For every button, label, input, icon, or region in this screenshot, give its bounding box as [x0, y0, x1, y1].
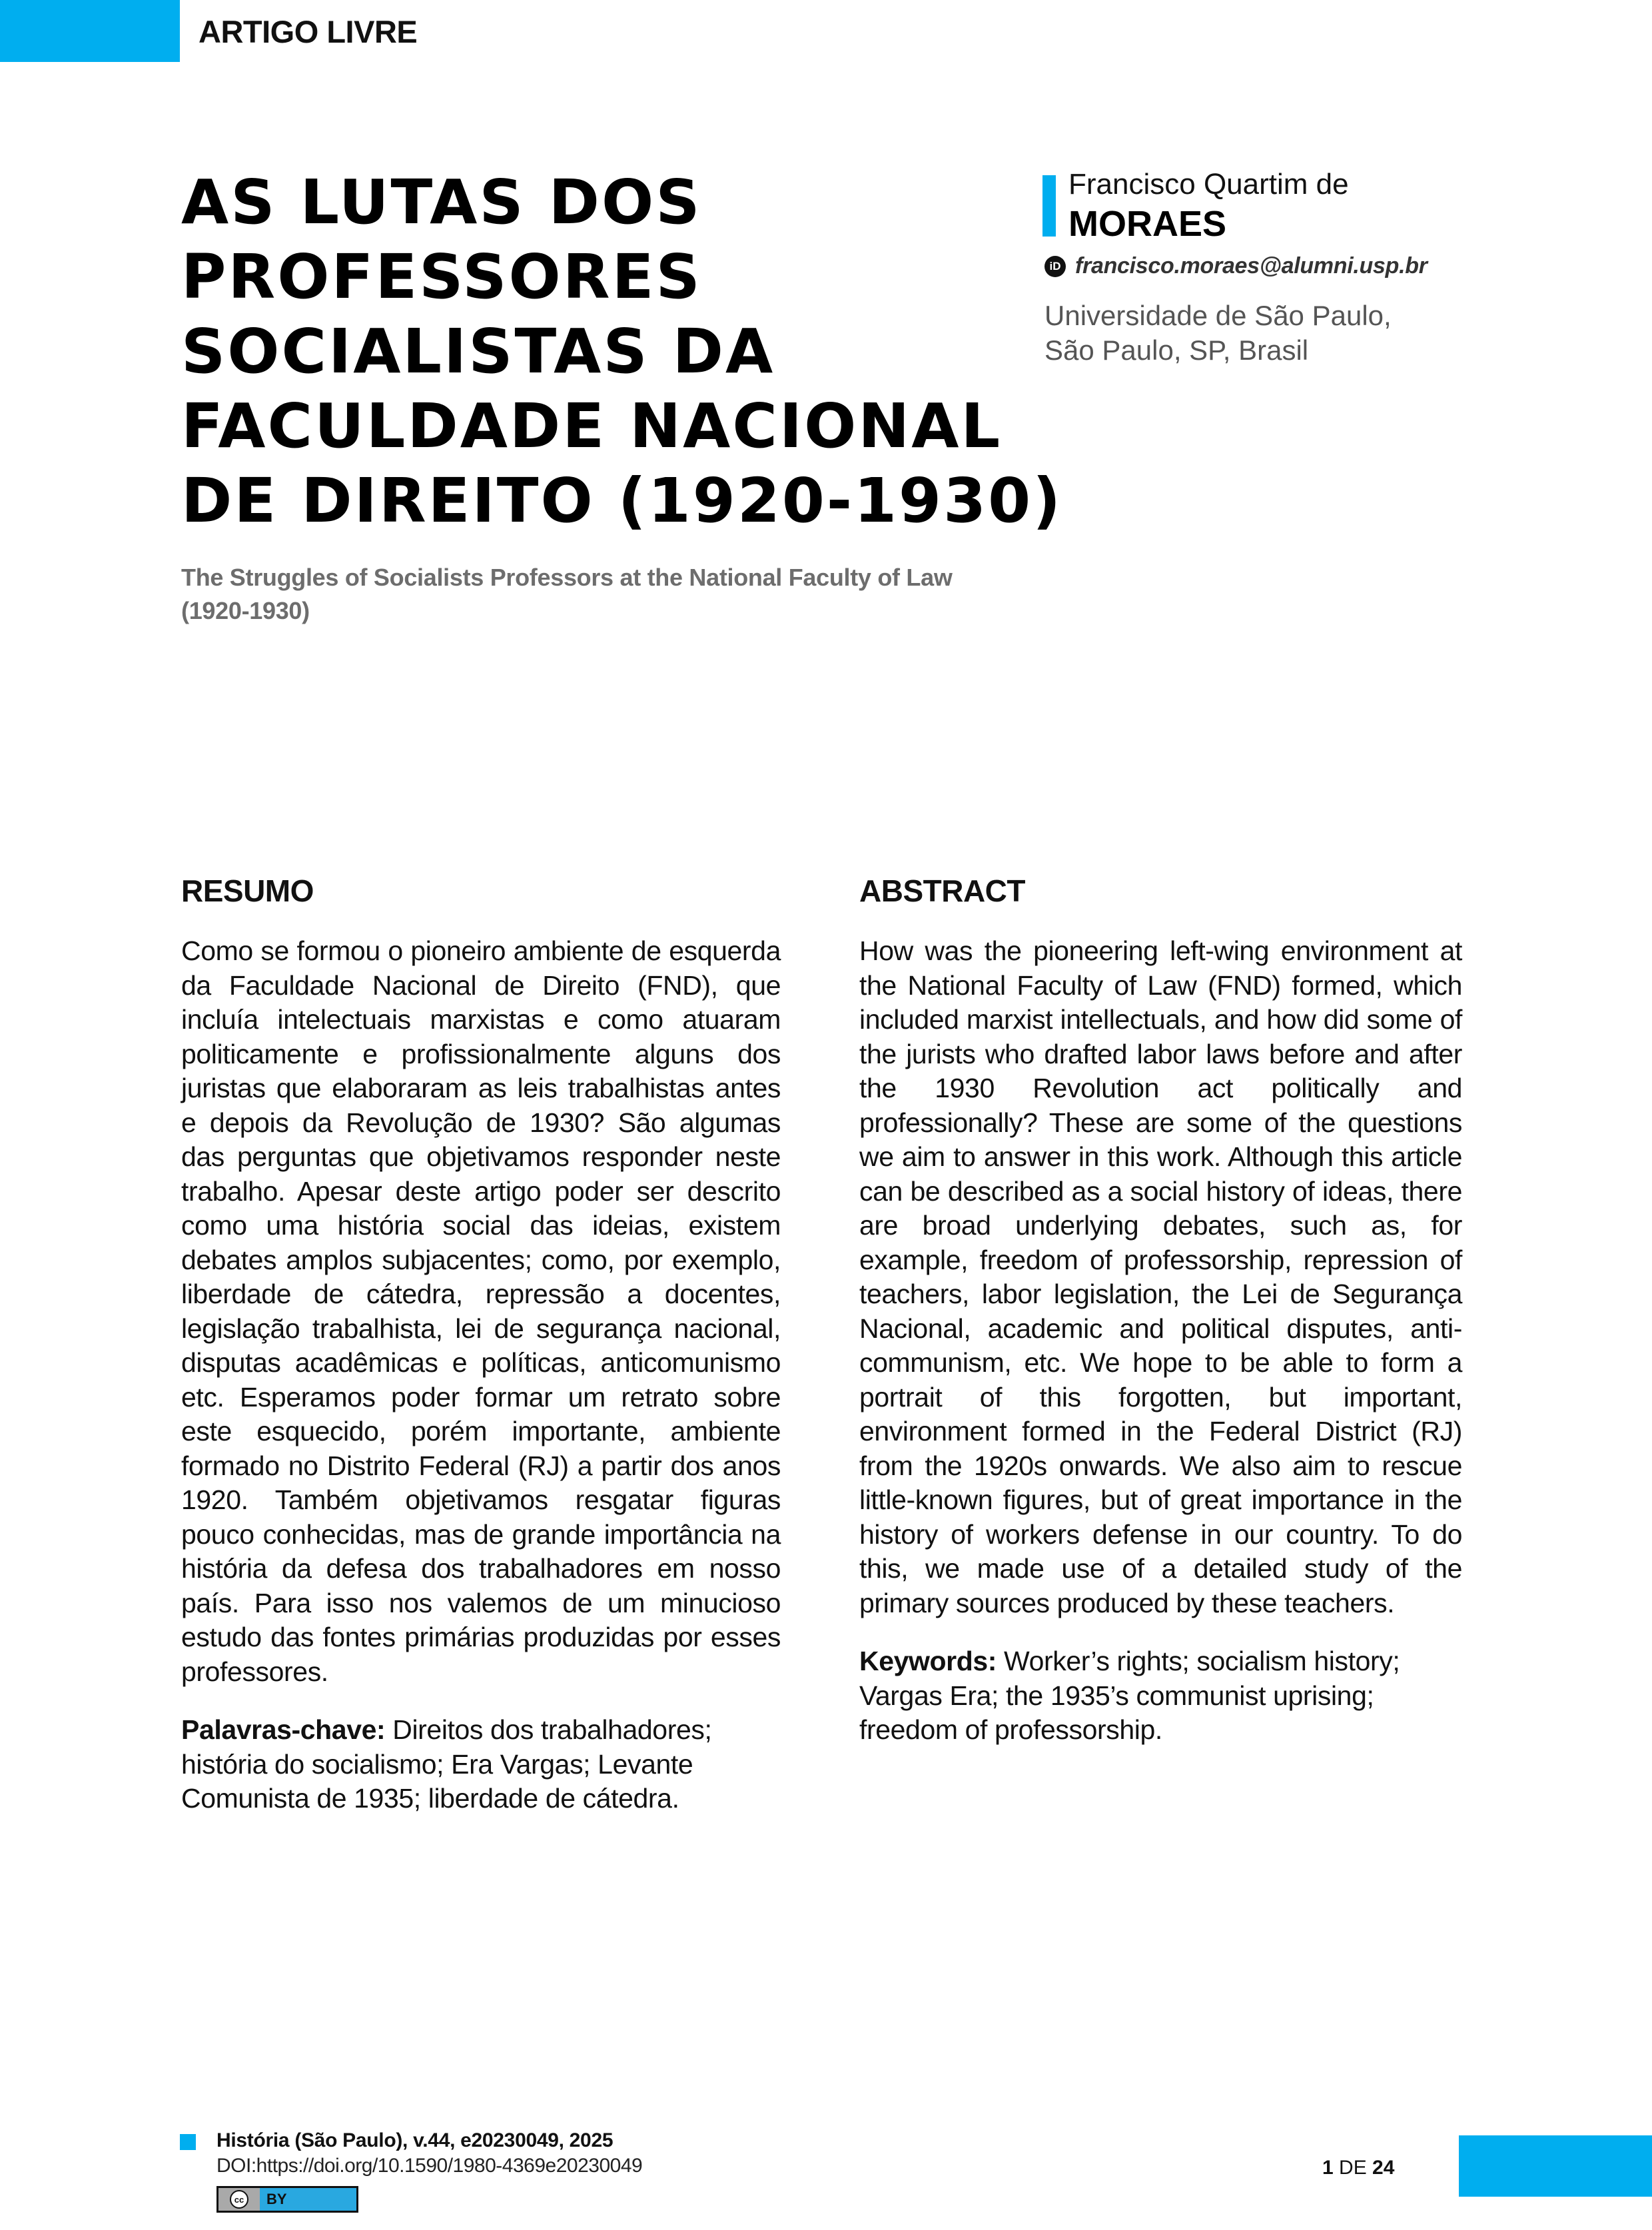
- keywords-label: Keywords:: [859, 1646, 997, 1676]
- cc-icon: cc: [230, 2190, 248, 2209]
- author-first-names: Francisco Quartim de: [1068, 168, 1349, 201]
- abstract-section: [859, 873, 1462, 1748]
- cc-icon-area: [218, 2188, 260, 2211]
- author-last-name: MORAES: [1068, 204, 1227, 244]
- orcid-icon[interactable]: iD: [1044, 256, 1066, 277]
- abstract-text: How was the pioneering left-wing environment at the National Faculty of Law (FND) formed, which included marxist intellectuals, and how did some of the jurists who drafted labor laws before and after the 1930 Revolution act politically and professionally? These are some of the questions we aim to answer in this work. Although this article can be described as a social history of ideas, there are broad underlying debates, such as, for example, freedom of professorship, repression of teachers, labor legislation, the Lei de Segurança Nacional, academic and political disputes, anti-communism, etc. We hope to be able to form a portrait of this forgotten, but important, environment formed in the Federal District (RJ) from the 1920s onwards. We also aim to rescue little-known figures, but of great importance in the history of workers defense in our country. To do this, we made use of a detailed study of the primary sources produced by these teachers.: [859, 935, 1462, 1618]
- title-line: FACULDADE NACIONAL: [181, 390, 1003, 462]
- author-affiliation: [1044, 298, 1392, 368]
- resumo-section: [181, 873, 781, 1816]
- page-current: 1: [1322, 2157, 1334, 2179]
- resumo-heading: RESUMO: [181, 873, 314, 908]
- resumo-keywords: [181, 1713, 781, 1816]
- by-label: BY: [266, 2191, 287, 2207]
- doi-link[interactable]: DOI:https://doi.org/10.1590/1980-4369e20230049: [216, 2155, 643, 2177]
- resumo-text: Como se formou o pioneiro ambiente de esquerda da Faculdade Nacional de Direito (FND), que incluía intelectuais marxistas e como atuaram politicamente e profissionalmente alguns dos juristas que elaboraram as leis trabalhistas antes e depois da Revolução de 1930? São algumas das perguntas que objetivamos responder neste trabalho. Apesar deste artigo poder ser descrito como uma história social das ideias, existem debates amplos subjacentes; como, por exemplo, liberdade de cátedra, repressão a docentes, legislação trabalhista, lei de segurança nacional, disputas acadêmicas e políticas, anticomunismo etc. Esperamos poder formar um retrato sobre este esquecido, porém importante, ambiente formado no Distrito Federal (RJ) a partir dos anos 1920. Também objetivamos resgatar figuras pouco conhecidas, mas de grande importância na história da defesa dos trabalhadores em nosso país. Para isso nos valemos de um minucioso estudo das fontes primárias produzidas por esses professores.: [181, 935, 781, 1687]
- author-accent-bar: [1042, 175, 1056, 237]
- journal-citation: História (São Paulo), v.44, e20230049, 2025: [216, 2129, 614, 2151]
- section-label: ARTIGO LIVRE: [199, 14, 418, 49]
- footer-square-icon: [180, 2134, 196, 2150]
- page-separator: DE: [1333, 2157, 1373, 2179]
- page-number: [1322, 2157, 1394, 2179]
- author-contact: [1044, 253, 1428, 279]
- english-title: The Struggles of Socialists Professors at the National Faculty of Law (1920-1930): [181, 564, 953, 624]
- title-line: PROFESSORES: [181, 241, 702, 312]
- footer-accent-bar: [1459, 2135, 1652, 2197]
- keywords-label: Palavras-chave:: [181, 1714, 386, 1745]
- affiliation-line: São Paulo, SP, Brasil: [1044, 334, 1309, 366]
- abstract-heading: ABSTRACT: [859, 873, 1025, 908]
- title-line: AS LUTAS DOS: [181, 167, 702, 238]
- title-line: DE DIREITO (1920-1930): [181, 465, 1063, 536]
- keywords-list: Worker’s rights; socialism history; Vargas Era; the 1935’s communist uprising; freedom of professorship.: [859, 1646, 1400, 1745]
- title-line: SOCIALISTAS DA: [181, 316, 775, 387]
- affiliation-line: Universidade de São Paulo,: [1044, 300, 1392, 331]
- page-total: 24: [1372, 2157, 1395, 2179]
- keywords-list: Direitos dos trabalhadores; história do socialismo; Era Vargas; Levante Comunista de 1935; liberdade de cátedra.: [181, 1714, 712, 1814]
- author-email-link[interactable]: francisco.moraes@alumni.usp.br: [1075, 253, 1428, 279]
- cc-by-license-badge[interactable]: [216, 2186, 358, 2213]
- abstract-keywords: [859, 1644, 1462, 1748]
- header-accent-bar: [0, 0, 180, 62]
